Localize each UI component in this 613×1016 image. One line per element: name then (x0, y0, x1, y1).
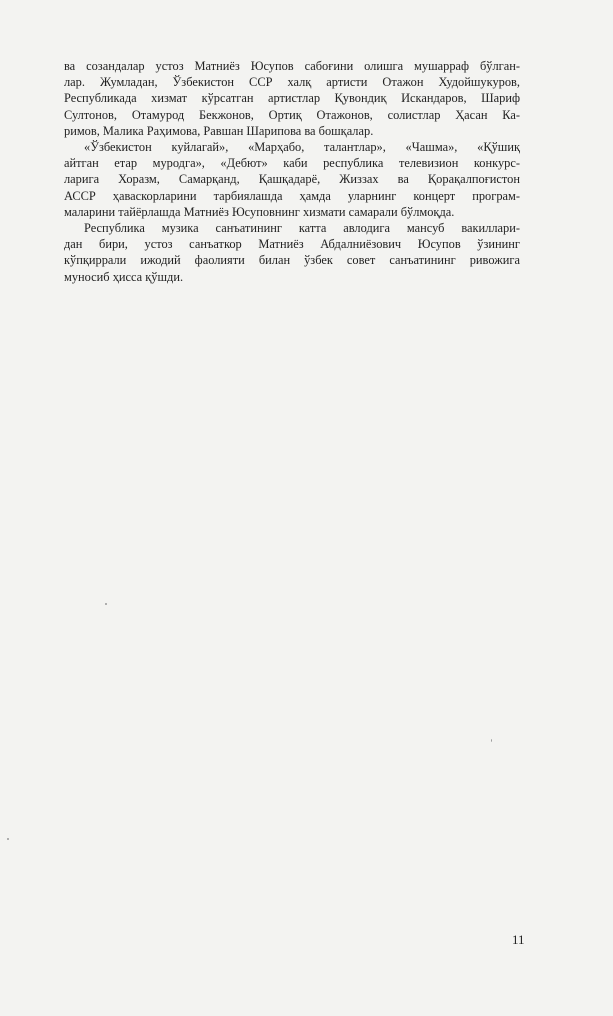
paper-speck (105, 603, 107, 605)
text-line: ва созандалар устоз Матниёз Юсупов сабоғини олишга мушарраф бўлган- (64, 59, 520, 73)
text-line: кўпқиррали ижодий фаолияти билан ўзбек совет санъатининг ривожига (64, 253, 520, 268)
text-line: ларига Хоразм, Самарқанд, Қашқадарё, Жиззах ва Қорақалпоғистон (64, 172, 520, 187)
text-line: АССР ҳаваскорларини тарбиялашда ҳамда уларнинг концерт програм- (64, 188, 520, 203)
text-line: лар. Жумладан, Ўзбекистон ССР халқ артисти Отажон Худойшукуров, (64, 75, 520, 90)
text-line: муносиб ҳисса қўшди. (64, 269, 184, 284)
text-line: римов, Малика Раҳимова, Равшан Шарипова ва бошқалар. (64, 123, 374, 138)
text-line: дан бири, устоз санъаткор Матниёз Абдалниёзович Юсупов ўзининг (64, 237, 520, 252)
paper-speck (491, 739, 492, 742)
text-line: «Ўзбекистон куйлагай», «Марҳабо, талантлар», «Чашма», «Қўшиқ (84, 140, 520, 155)
text-line: Республикада хизмат кўрсатган артистлар Қувондиқ Искандаров, Шариф (64, 91, 520, 106)
paper-speck (7, 838, 9, 840)
text-line: айтган етар муродга», «Дебют» каби республика телевизион конкурс- (64, 156, 520, 171)
text-line: Султонов, Отамурод Бекжонов, Ортиқ Отажонов, солистлар Ҳасан Ка- (64, 107, 520, 122)
text-line: Республика музика санъатининг катта авлодига мансуб вакиллари- (84, 221, 520, 236)
body-text (64, 58, 520, 285)
page-number: 11 (512, 932, 525, 947)
text-line: маларини тайёрлашда Матниёз Юсуповнинг хизмати самарали бўлмоқда. (64, 204, 455, 219)
